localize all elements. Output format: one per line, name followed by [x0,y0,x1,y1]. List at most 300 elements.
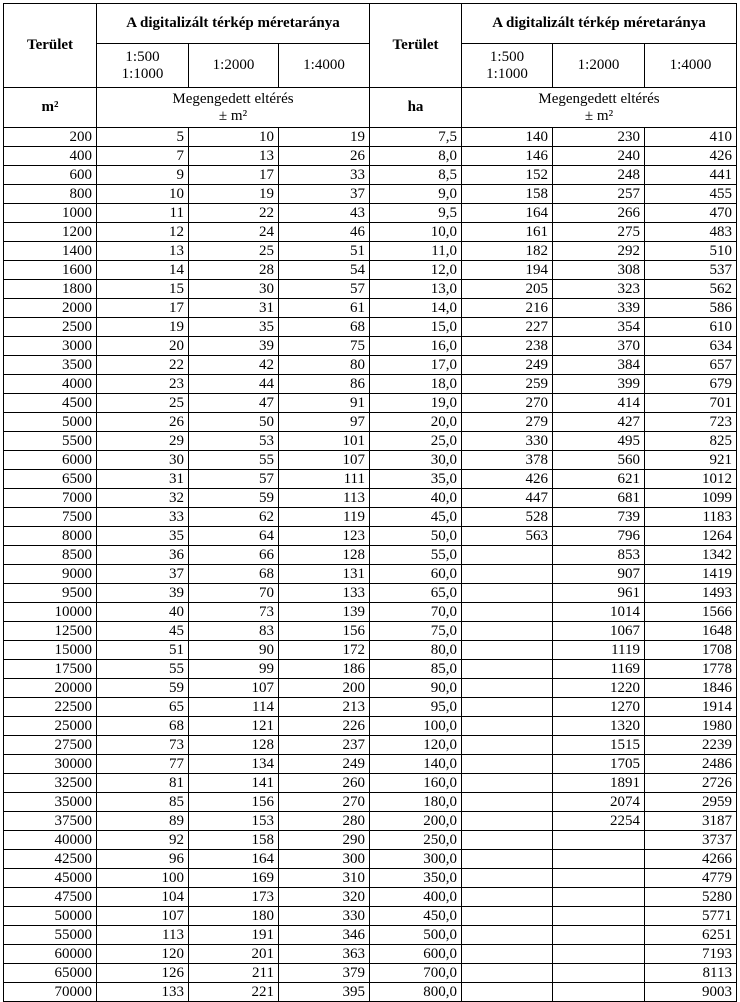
cell-tol-1-4000: 128 [279,546,370,565]
cell-tol-1-2000: 107 [189,679,279,698]
cell-area-ha: 17,0 [370,356,462,375]
cell-tol-ha-1-1000 [462,850,553,869]
cell-tol-ha-1-4000: 5280 [645,888,737,907]
cell-tol-1-4000: 97 [279,413,370,432]
cell-tol-1-2000: 35 [189,318,279,337]
cell-tol-ha-1-2000: 414 [553,394,645,413]
cell-area-m2: 1000 [4,204,97,223]
cell-tol-ha-1-2000: 257 [553,185,645,204]
cell-tol-ha-1-1000 [462,907,553,926]
cell-tol-ha-1-1000 [462,736,553,755]
cell-tol-ha-1-4000: 1778 [645,660,737,679]
cell-tol-1-4000: 26 [279,147,370,166]
cell-tol-ha-1-4000: 1419 [645,565,737,584]
cell-area-m2: 65000 [4,964,97,983]
tolerance-table-page [3,3,736,1002]
cell-tol-ha-1-4000: 2726 [645,774,737,793]
cell-tol-1-2000: 39 [189,337,279,356]
cell-tol-1-1000: 26 [97,413,189,432]
cell-tol-1-4000: 54 [279,261,370,280]
cell-tol-ha-1-4000: 1648 [645,622,737,641]
cell-tol-1-1000: 133 [97,983,189,1002]
cell-area-m2: 4500 [4,394,97,413]
scale-1-b: 1:1000 [486,65,528,82]
cell-tol-1-1000: 107 [97,907,189,926]
cell-tol-1-2000: 59 [189,489,279,508]
cell-area-m2: 12500 [4,622,97,641]
cell-tol-1-1000: 126 [97,964,189,983]
cell-area-ha: 10,0 [370,223,462,242]
cell-area-m2: 17500 [4,660,97,679]
cell-tol-1-1000: 96 [97,850,189,869]
cell-tol-1-4000: 249 [279,755,370,774]
table-row [4,261,737,280]
cell-area-ha: 95,0 [370,698,462,717]
cell-tol-1-4000: 68 [279,318,370,337]
cell-tol-ha-1-2000: 248 [553,166,645,185]
cell-area-m2: 800 [4,185,97,204]
cell-tol-ha-1-2000: 1320 [553,717,645,736]
cell-tol-1-1000: 100 [97,869,189,888]
table-row [4,660,737,679]
cell-tol-ha-1-1000: 238 [462,337,553,356]
scale-2-header-right: 1:2000 [553,44,645,88]
cell-area-ha: 20,0 [370,413,462,432]
cell-tol-ha-1-4000: 470 [645,204,737,223]
table-row [4,451,737,470]
cell-tol-ha-1-1000 [462,660,553,679]
cell-tol-ha-1-1000 [462,888,553,907]
cell-tol-1-2000: 173 [189,888,279,907]
cell-area-ha: 30,0 [370,451,462,470]
table-row [4,793,737,812]
cell-tol-ha-1-2000: 1705 [553,755,645,774]
cell-tol-1-2000: 70 [189,584,279,603]
cell-tol-ha-1-4000: 1012 [645,470,737,489]
cell-tol-ha-1-4000: 3187 [645,812,737,831]
cell-area-ha: 160,0 [370,774,462,793]
cell-tol-1-4000: 213 [279,698,370,717]
cell-area-m2: 70000 [4,983,97,1002]
cell-tol-ha-1-4000: 9003 [645,983,737,1002]
cell-tol-ha-1-1000: 378 [462,451,553,470]
cell-tol-1-2000: 19 [189,185,279,204]
scale-1-a: 1:500 [125,48,160,65]
cell-tol-1-4000: 270 [279,793,370,812]
cell-tol-ha-1-2000: 681 [553,489,645,508]
cell-tol-1-2000: 28 [189,261,279,280]
tolerance-unit: ± m² [218,107,248,124]
table-row [4,888,737,907]
scale-group-header-right: A digitalizált térkép méretaránya [462,4,737,44]
cell-tol-1-1000: 19 [97,318,189,337]
table-row [4,584,737,603]
cell-area-m2: 4000 [4,375,97,394]
cell-area-m2: 400 [4,147,97,166]
cell-tol-1-1000: 51 [97,641,189,660]
cell-tol-ha-1-1000: 426 [462,470,553,489]
cell-tol-1-4000: 395 [279,983,370,1002]
cell-tol-1-4000: 33 [279,166,370,185]
cell-tol-ha-1-1000: 161 [462,223,553,242]
cell-tol-ha-1-2000: 2254 [553,812,645,831]
cell-tol-1-2000: 47 [189,394,279,413]
cell-tol-ha-1-2000 [553,983,645,1002]
cell-tol-ha-1-4000: 5771 [645,907,737,926]
cell-tol-1-2000: 22 [189,204,279,223]
cell-area-m2: 2500 [4,318,97,337]
cell-area-m2: 10000 [4,603,97,622]
cell-tol-1-1000: 59 [97,679,189,698]
cell-tol-1-2000: 57 [189,470,279,489]
cell-tol-1-2000: 90 [189,641,279,660]
cell-area-ha: 45,0 [370,508,462,527]
cell-area-m2: 55000 [4,926,97,945]
cell-tol-1-2000: 64 [189,527,279,546]
cell-tol-ha-1-1000: 158 [462,185,553,204]
cell-tol-ha-1-1000: 270 [462,394,553,413]
cell-area-m2: 40000 [4,831,97,850]
cell-tol-1-2000: 211 [189,964,279,983]
cell-tol-1-1000: 35 [97,527,189,546]
cell-tol-1-2000: 50 [189,413,279,432]
cell-area-m2: 8500 [4,546,97,565]
cell-tol-1-4000: 139 [279,603,370,622]
cell-area-ha: 400,0 [370,888,462,907]
table-row [4,128,737,147]
cell-tol-ha-1-4000: 6251 [645,926,737,945]
cell-tol-ha-1-2000: 339 [553,299,645,318]
cell-tol-ha-1-2000: 739 [553,508,645,527]
cell-tol-1-1000: 39 [97,584,189,603]
cell-area-ha: 35,0 [370,470,462,489]
cell-tol-ha-1-4000: 1342 [645,546,737,565]
cell-tol-1-1000: 55 [97,660,189,679]
cell-tol-1-1000: 11 [97,204,189,223]
cell-area-m2: 7500 [4,508,97,527]
cell-area-ha: 8,0 [370,147,462,166]
cell-tol-1-1000: 73 [97,736,189,755]
cell-tol-1-4000: 226 [279,717,370,736]
cell-tol-ha-1-4000: 1264 [645,527,737,546]
tolerance-unit: ± m² [584,107,614,124]
tolerance-header-left [97,88,370,128]
cell-tol-ha-1-1000 [462,793,553,812]
cell-tol-1-2000: 73 [189,603,279,622]
cell-tol-ha-1-1000: 216 [462,299,553,318]
cell-area-m2: 47500 [4,888,97,907]
cell-area-ha: 350,0 [370,869,462,888]
cell-tol-1-1000: 5 [97,128,189,147]
table-row [4,698,737,717]
cell-tol-ha-1-4000: 634 [645,337,737,356]
cell-area-ha: 200,0 [370,812,462,831]
cell-tol-ha-1-4000: 1566 [645,603,737,622]
cell-tol-1-4000: 131 [279,565,370,584]
table-row [4,831,737,850]
table-body [4,128,737,1002]
cell-tol-1-4000: 75 [279,337,370,356]
table-row [4,242,737,261]
cell-area-ha: 12,0 [370,261,462,280]
cell-area-ha: 90,0 [370,679,462,698]
cell-tol-1-1000: 40 [97,603,189,622]
cell-tol-1-2000: 30 [189,280,279,299]
cell-tol-ha-1-1000: 330 [462,432,553,451]
cell-tol-ha-1-2000: 1169 [553,660,645,679]
cell-area-m2: 15000 [4,641,97,660]
cell-tol-1-2000: 62 [189,508,279,527]
cell-tol-ha-1-2000: 853 [553,546,645,565]
cell-tol-ha-1-4000: 610 [645,318,737,337]
cell-area-ha: 100,0 [370,717,462,736]
table-row [4,204,737,223]
cell-tol-ha-1-1000: 140 [462,128,553,147]
cell-tol-1-1000: 13 [97,242,189,261]
scale-group-header-left: A digitalizált térkép méretaránya [97,4,370,44]
cell-area-m2: 5000 [4,413,97,432]
cell-tol-ha-1-2000: 354 [553,318,645,337]
cell-area-m2: 3500 [4,356,97,375]
cell-tol-ha-1-2000: 621 [553,470,645,489]
cell-tol-ha-1-1000 [462,926,553,945]
table-row [4,679,737,698]
table-row [4,603,737,622]
cell-tol-1-1000: 81 [97,774,189,793]
cell-area-m2: 45000 [4,869,97,888]
cell-tol-1-2000: 13 [189,147,279,166]
table-row [4,299,737,318]
cell-tol-1-2000: 169 [189,869,279,888]
cell-area-m2: 9000 [4,565,97,584]
cell-area-ha: 16,0 [370,337,462,356]
cell-tol-1-1000: 10 [97,185,189,204]
cell-tol-ha-1-2000: 907 [553,565,645,584]
cell-tol-1-4000: 51 [279,242,370,261]
cell-area-ha: 18,0 [370,375,462,394]
cell-tol-1-4000: 46 [279,223,370,242]
cell-area-m2: 42500 [4,850,97,869]
cell-tol-ha-1-4000: 586 [645,299,737,318]
scale-2-header-left: 1:2000 [189,44,279,88]
cell-tol-1-1000: 68 [97,717,189,736]
cell-tol-ha-1-2000 [553,926,645,945]
cell-area-ha: 15,0 [370,318,462,337]
cell-tol-ha-1-2000: 323 [553,280,645,299]
cell-area-m2: 5500 [4,432,97,451]
cell-tol-1-2000: 17 [189,166,279,185]
cell-tol-1-4000: 237 [279,736,370,755]
scale-3-header-right: 1:4000 [645,44,737,88]
cell-tol-ha-1-4000: 1914 [645,698,737,717]
cell-tol-1-4000: 379 [279,964,370,983]
cell-tol-ha-1-4000: 1980 [645,717,737,736]
cell-area-ha: 25,0 [370,432,462,451]
cell-tol-1-1000: 31 [97,470,189,489]
cell-tol-ha-1-4000: 1099 [645,489,737,508]
cell-tol-ha-1-1000: 249 [462,356,553,375]
cell-tol-ha-1-1000 [462,698,553,717]
cell-area-m2: 1600 [4,261,97,280]
cell-tol-ha-1-1000: 205 [462,280,553,299]
cell-tol-1-4000: 310 [279,869,370,888]
cell-area-ha: 180,0 [370,793,462,812]
cell-tol-1-1000: 23 [97,375,189,394]
cell-area-m2: 35000 [4,793,97,812]
cell-tol-ha-1-4000: 921 [645,451,737,470]
cell-tol-ha-1-4000: 410 [645,128,737,147]
cell-tol-ha-1-2000: 292 [553,242,645,261]
table-row [4,926,737,945]
cell-tol-ha-1-4000: 426 [645,147,737,166]
cell-tol-1-4000: 156 [279,622,370,641]
cell-area-m2: 8000 [4,527,97,546]
cell-tol-1-1000: 9 [97,166,189,185]
cell-area-ha: 450,0 [370,907,462,926]
cell-tol-1-4000: 107 [279,451,370,470]
cell-tol-ha-1-4000: 657 [645,356,737,375]
cell-tol-1-2000: 68 [189,565,279,584]
cell-tol-1-1000: 14 [97,261,189,280]
cell-area-m2: 200 [4,128,97,147]
cell-tol-1-1000: 45 [97,622,189,641]
cell-area-m2: 37500 [4,812,97,831]
cell-tol-ha-1-2000 [553,850,645,869]
table-row [4,489,737,508]
cell-tol-1-4000: 101 [279,432,370,451]
cell-tol-ha-1-1000 [462,584,553,603]
cell-tol-1-2000: 158 [189,831,279,850]
cell-area-m2: 2000 [4,299,97,318]
cell-tol-1-4000: 346 [279,926,370,945]
scale-1-a: 1:500 [489,48,525,65]
cell-area-m2: 600 [4,166,97,185]
cell-tol-1-2000: 141 [189,774,279,793]
cell-area-ha: 500,0 [370,926,462,945]
cell-area-ha: 800,0 [370,983,462,1002]
cell-tol-1-1000: 25 [97,394,189,413]
cell-tol-ha-1-1000 [462,603,553,622]
cell-tol-1-1000: 22 [97,356,189,375]
cell-tol-ha-1-2000: 1891 [553,774,645,793]
area-tolerance-table [3,3,737,1002]
cell-tol-ha-1-4000: 2239 [645,736,737,755]
cell-tol-1-4000: 320 [279,888,370,907]
cell-tol-1-4000: 363 [279,945,370,964]
cell-area-ha: 300,0 [370,850,462,869]
table-row [4,983,737,1002]
table-row [4,641,737,660]
cell-area-m2: 50000 [4,907,97,926]
cell-tol-1-1000: 20 [97,337,189,356]
cell-area-ha: 85,0 [370,660,462,679]
table-row [4,964,737,983]
cell-tol-1-4000: 260 [279,774,370,793]
cell-area-m2: 22500 [4,698,97,717]
cell-tol-1-4000: 330 [279,907,370,926]
cell-tol-ha-1-4000: 562 [645,280,737,299]
cell-tol-1-1000: 12 [97,223,189,242]
cell-tol-ha-1-1000 [462,945,553,964]
cell-tol-ha-1-1000 [462,565,553,584]
cell-tol-ha-1-1000 [462,717,553,736]
cell-tol-1-1000: 77 [97,755,189,774]
cell-tol-ha-1-1000 [462,679,553,698]
cell-tol-ha-1-4000: 1493 [645,584,737,603]
cell-tol-ha-1-1000: 447 [462,489,553,508]
cell-tol-ha-1-2000: 384 [553,356,645,375]
cell-tol-1-4000: 200 [279,679,370,698]
cell-tol-ha-1-1000: 146 [462,147,553,166]
unit-left: m² [4,88,97,128]
cell-area-ha: 9,0 [370,185,462,204]
cell-tol-ha-1-4000: 510 [645,242,737,261]
cell-tol-1-4000: 119 [279,508,370,527]
cell-tol-1-2000: 66 [189,546,279,565]
area-header-left: Terület [4,4,97,88]
cell-tol-1-4000: 86 [279,375,370,394]
cell-area-m2: 30000 [4,755,97,774]
cell-tol-ha-1-4000: 679 [645,375,737,394]
unit-right: ha [370,88,462,128]
cell-tol-ha-1-1000 [462,831,553,850]
cell-tol-ha-1-2000 [553,831,645,850]
cell-tol-ha-1-1000 [462,622,553,641]
cell-area-m2: 7000 [4,489,97,508]
cell-tol-1-2000: 44 [189,375,279,394]
cell-area-m2: 6000 [4,451,97,470]
scale-1-header-right [462,44,553,88]
cell-tol-1-2000: 121 [189,717,279,736]
cell-tol-ha-1-2000: 961 [553,584,645,603]
table-row [4,337,737,356]
cell-tol-1-1000: 32 [97,489,189,508]
cell-tol-ha-1-4000: 4779 [645,869,737,888]
cell-tol-1-4000: 123 [279,527,370,546]
cell-tol-1-1000: 7 [97,147,189,166]
table-row [4,394,737,413]
cell-tol-1-1000: 92 [97,831,189,850]
cell-tol-ha-1-2000: 796 [553,527,645,546]
cell-tol-1-2000: 134 [189,755,279,774]
cell-tol-1-1000: 29 [97,432,189,451]
cell-tol-ha-1-2000: 1515 [553,736,645,755]
cell-tol-1-1000: 120 [97,945,189,964]
cell-area-ha: 55,0 [370,546,462,565]
cell-area-ha: 8,5 [370,166,462,185]
cell-area-ha: 140,0 [370,755,462,774]
cell-tol-1-1000: 30 [97,451,189,470]
tolerance-label: Megengedett eltérés [172,90,294,107]
cell-tol-1-1000: 36 [97,546,189,565]
cell-tol-1-2000: 153 [189,812,279,831]
cell-tol-ha-1-1000 [462,774,553,793]
cell-area-ha: 600,0 [370,945,462,964]
cell-tol-1-4000: 280 [279,812,370,831]
cell-tol-1-2000: 164 [189,850,279,869]
cell-tol-1-2000: 25 [189,242,279,261]
cell-tol-1-1000: 17 [97,299,189,318]
scale-1-b: 1:1000 [121,65,164,82]
cell-tol-1-4000: 111 [279,470,370,489]
cell-tol-ha-1-1000 [462,869,553,888]
cell-tol-1-4000: 113 [279,489,370,508]
cell-area-ha: 14,0 [370,299,462,318]
cell-area-ha: 250,0 [370,831,462,850]
scale-3-header-left: 1:4000 [279,44,370,88]
cell-tol-ha-1-4000: 537 [645,261,737,280]
cell-tol-1-2000: 180 [189,907,279,926]
